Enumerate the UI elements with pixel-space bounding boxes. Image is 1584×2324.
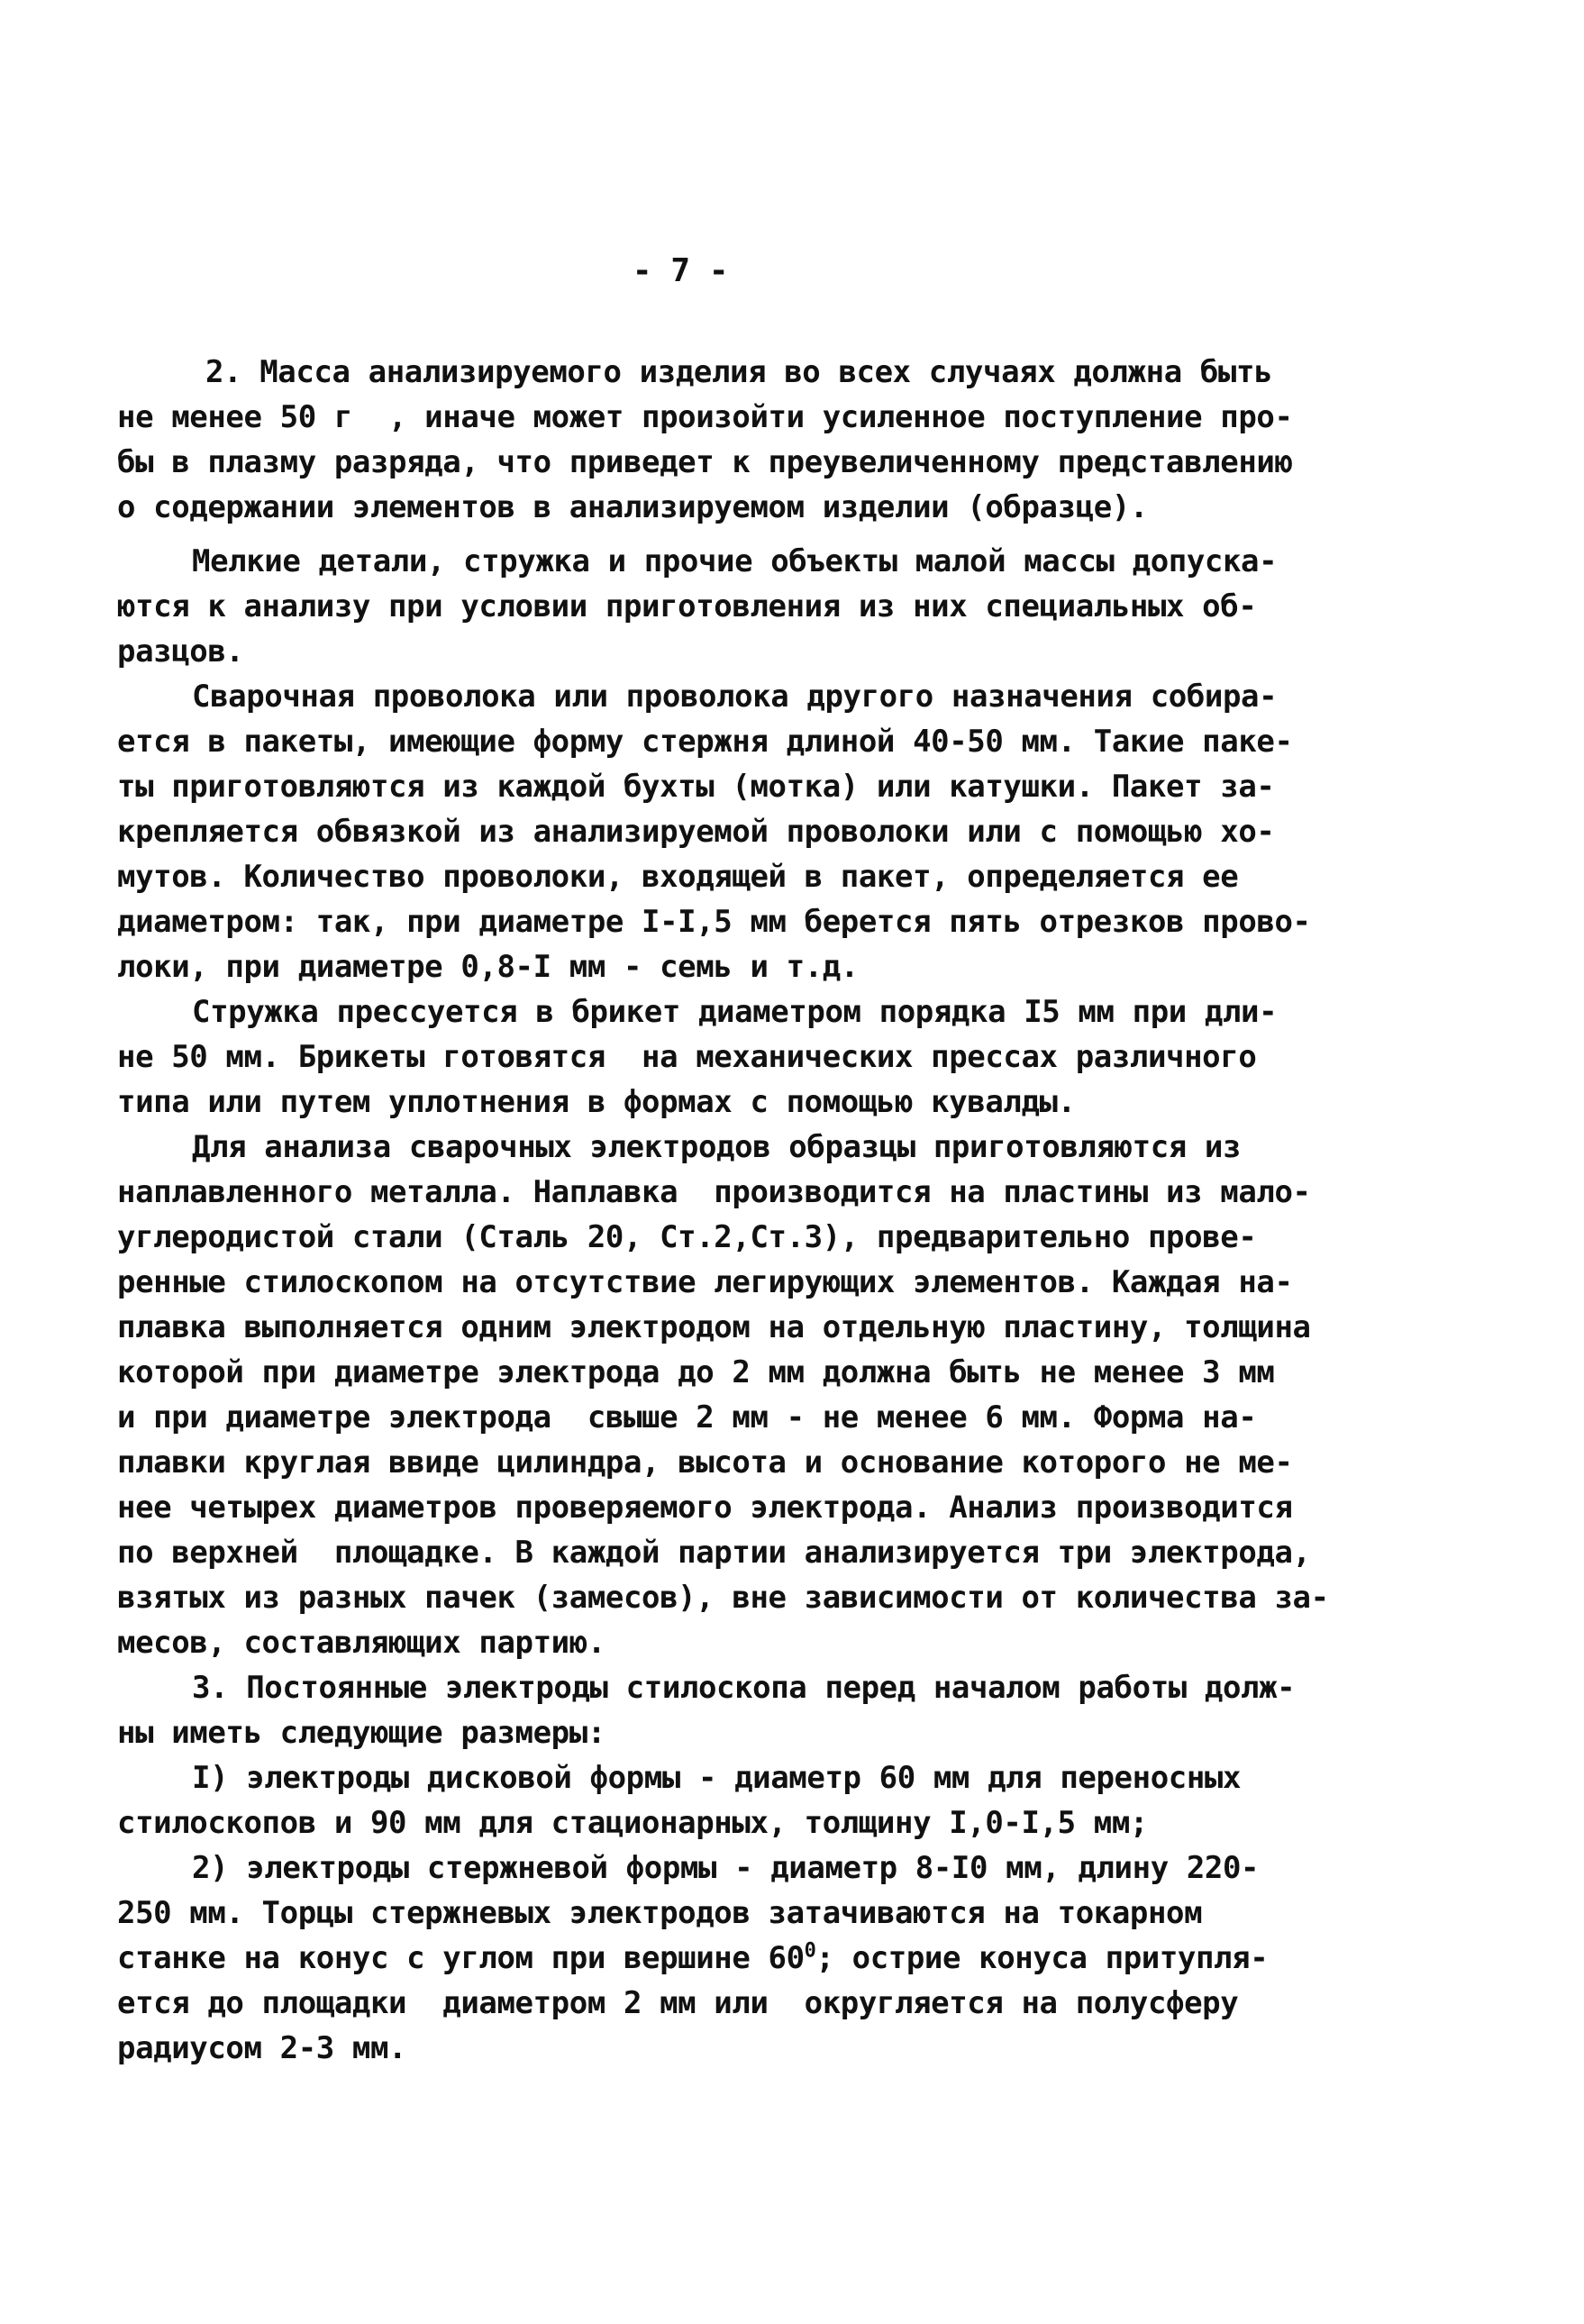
text-line: нее четырех диаметров проверяемого электрода. Анализ производится <box>117 1490 1293 1526</box>
text-line: 250 мм. Торцы стержневых электродов затачиваются на токарном <box>117 1895 1203 1931</box>
text-line: плавка выполняется одним электродом на отдельную пластину, толщина <box>117 1309 1311 1345</box>
text-line: месов, составляющих партию. <box>117 1625 605 1661</box>
text-line: Сварочная проволока или проволока другого назначения собира- <box>192 679 1278 715</box>
text-line: не менее 50 г , иначе может произойти усиленное поступление про- <box>117 399 1293 435</box>
text-line: ренные стилоскопом на отсутствие легирующих элементов. Каждая на- <box>117 1264 1293 1300</box>
text-line: разцов. <box>117 633 244 670</box>
text-line: I) электроды дисковой формы - диаметр 60 мм для переносных <box>192 1760 1242 1796</box>
text-line: и при диаметре электрода свыше 2 мм - не менее 6 мм. Форма на- <box>117 1399 1257 1435</box>
text-line: диаметром: так, при диаметре I-I,5 мм берется пять отрезков прово- <box>117 904 1311 940</box>
text-line: бы в плазму разряда, что приведет к преувеличенному представлению <box>117 444 1293 480</box>
text-line: ются к анализу при условии приготовления из них специальных об- <box>117 588 1257 624</box>
text-line: радиусом 2-3 мм. <box>117 2030 407 2066</box>
text-line: Для анализа сварочных электродов образцы приготовляются из <box>192 1129 1242 1165</box>
page-number: - 7 - <box>632 252 729 289</box>
text-line: ты приготовляются из каждой бухты (мотка) или катушки. Пакет за- <box>117 769 1275 805</box>
text-line: о содержании элементов в анализируемом изделии (образце). <box>117 489 1148 525</box>
degree-superscript: 0 <box>804 1939 816 1963</box>
text-line: Мелкие детали, стружка и прочие объекты малой массы допуска- <box>192 543 1278 579</box>
text-line <box>117 1936 1268 1981</box>
text-line: локи, при диаметре 0,8-I мм - семь и т.д. <box>117 949 859 985</box>
text-line: ется в пакеты, имеющие форму стержня длиной 40-50 мм. Такие паке- <box>117 724 1293 760</box>
text-line: взятых из разных пачек (замесов), вне зависимости от количества за- <box>117 1580 1329 1616</box>
text-line: типа или путем уплотнения в формах с помощью кувалды. <box>117 1084 1076 1120</box>
text-line: 3. Постоянные электроды стилоскопа перед началом работы долж- <box>192 1670 1296 1706</box>
text-line: Стружка прессуется в брикет диаметром порядка I5 мм при дли- <box>192 994 1278 1030</box>
text-line: углеродистой стали (Сталь 20, Ст.2,Ст.3), предварительно прове- <box>117 1219 1257 1255</box>
text-segment: станке на конус с углом при вершине 60 <box>117 1940 805 1976</box>
text-line: наплавленного металла. Наплавка производится на пластины из мало- <box>117 1174 1311 1210</box>
text-line: по верхней площадке. В каждой партии анализируется три электрода, <box>117 1535 1311 1571</box>
text-line: 2. Масса анализируемого изделия во всех случаях должна быть <box>205 354 1273 390</box>
text-line: крепляется обвязкой из анализируемой проволоки или с помощью хо- <box>117 814 1275 850</box>
text-line: 2) электроды стержневой формы - диаметр 8-I0 мм, длину 220- <box>192 1850 1260 1886</box>
text-line: ется до площадки диаметром 2 мм или округляется на полусферу <box>117 1985 1239 2021</box>
text-line: плавки круглая ввиде цилиндра, высота и основание которого не ме- <box>117 1445 1293 1481</box>
text-line: ны иметь следующие размеры: <box>117 1715 605 1751</box>
text-line: не 50 мм. Брикеты готовятся на механических прессах различного <box>117 1039 1257 1075</box>
text-line: стилоскопов и 90 мм для стационарных, толщину I,0-I,5 мм; <box>117 1805 1148 1841</box>
text-segment: ; острие конуса притупля- <box>815 1940 1269 1976</box>
text-line: которой при диаметре электрода до 2 мм должна быть не менее 3 мм <box>117 1354 1275 1390</box>
text-line: мутов. Количество проволоки, входящей в пакет, определяется ее <box>117 859 1239 895</box>
